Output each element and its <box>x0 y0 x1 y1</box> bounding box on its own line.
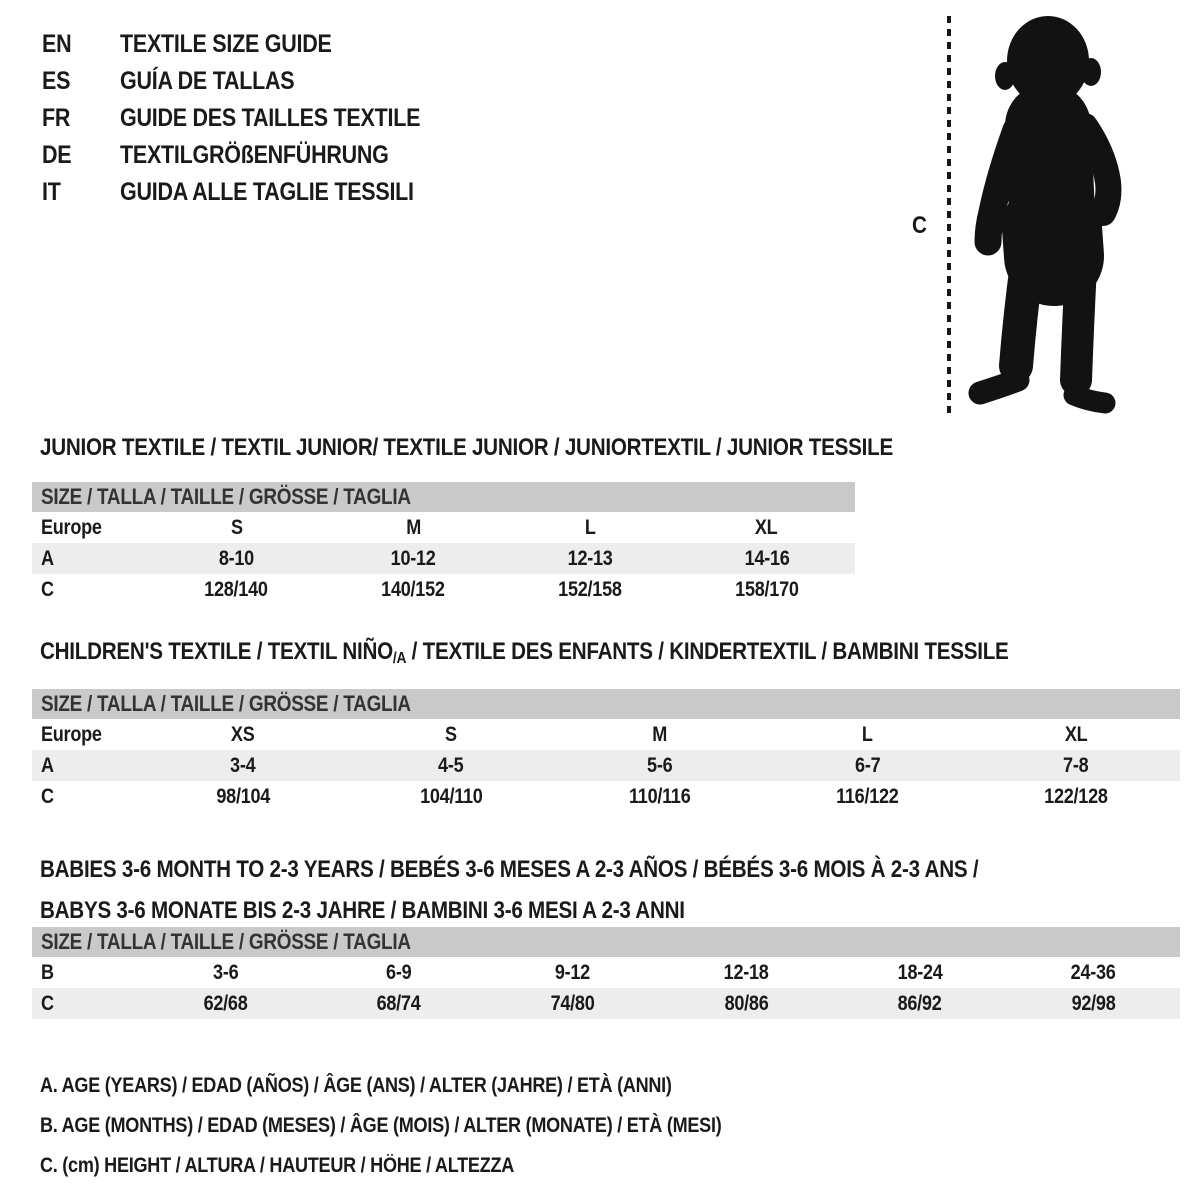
size-value-cell: XL <box>755 515 778 539</box>
row-label: B <box>41 960 54 984</box>
size-value-cell: 4-5 <box>438 753 464 777</box>
lang-code-fr: FR <box>42 104 71 132</box>
size-value-cell: 80/86 <box>724 991 769 1015</box>
babies-section-title-line2: BABYS 3-6 MONATE BIS 2-3 JAHRE / BAMBINI 3-6 MESI A 2-3 ANNI <box>40 897 685 924</box>
size-value-cell: 158/170 <box>734 577 799 601</box>
row-label: A <box>41 546 54 570</box>
table-row-a <box>32 750 1180 781</box>
row-label: A <box>41 753 54 777</box>
babies-section-title-line1: BABIES 3-6 MONTH TO 2-3 YEARS / BEBÉS 3-6 MESES A 2-3 AÑOS / BÉBÉS 3-6 MOIS À 2-3 ANS / <box>40 856 979 883</box>
size-table-header: SIZE / TALLA / TAILLE / GRÖSSE / TAGLIA <box>32 689 1180 719</box>
size-value-cell: M <box>651 722 667 746</box>
table-row-c <box>32 574 855 605</box>
lang-code-es: ES <box>42 67 71 95</box>
size-value-cell: 74/80 <box>550 991 595 1015</box>
size-value-cell: 116/122 <box>836 784 899 808</box>
size-value-cell: 8-10 <box>218 546 254 570</box>
size-value-cell: 68/74 <box>376 991 421 1015</box>
size-value-cell: M <box>405 515 421 539</box>
table-row-europe <box>32 719 1180 750</box>
size-value-cell: 10-12 <box>390 546 436 570</box>
size-value-cell: 12-18 <box>723 960 769 984</box>
size-table-header: SIZE / TALLA / TAILLE / GRÖSSE / TAGLIA <box>32 927 1180 957</box>
table-row-c <box>32 781 1180 812</box>
lang-row-en <box>42 26 469 63</box>
row-label: Europe <box>41 722 102 746</box>
size-value-cell: 128/140 <box>204 577 269 601</box>
children-section-title: CHILDREN'S TEXTILE / TEXTIL NIÑO/A / TEXTILE DES ENFANTS / KINDERTEXTIL / BAMBINI TESSILE <box>40 638 1009 667</box>
size-value-cell: S <box>445 722 457 746</box>
table-row-europe <box>32 512 855 543</box>
size-value-cell: 9-12 <box>554 960 591 984</box>
size-value-cell: 7-8 <box>1063 753 1089 777</box>
size-value-cell: 152/158 <box>558 577 622 601</box>
size-value-cell: 62/68 <box>203 991 248 1015</box>
legend-line-b: B. AGE (MONTHS) / EDAD (MESES) / ÂGE (MOIS) / ALTER (MONATE) / ETÀ (MESI) <box>40 1114 722 1137</box>
row-label: Europe <box>41 515 102 539</box>
size-value-cell: 12-13 <box>567 546 613 570</box>
size-value-cell: 6-7 <box>854 753 881 777</box>
legend-line-c: C. (cm) HEIGHT / ALTURA / HAUTEUR / HÖHE / ALTEZZA <box>40 1154 515 1177</box>
size-value-cell: 5-6 <box>646 753 672 777</box>
table-row-a <box>32 543 855 574</box>
legend <box>40 1066 832 1186</box>
lang-row-fr <box>42 100 469 137</box>
table-row-c <box>32 988 1180 1019</box>
babies-size-table <box>32 927 1180 1019</box>
size-value-cell: 122/128 <box>1044 784 1108 808</box>
lang-code-de: DE <box>42 141 72 169</box>
size-value-cell: 92/98 <box>1071 991 1116 1015</box>
page-title-de: TEXTILGRÖßENFÜHRUNG <box>120 141 389 169</box>
size-value-cell: 86/92 <box>897 991 942 1015</box>
toddler-silhouette-icon <box>964 14 1136 416</box>
size-value-cell: 98/104 <box>215 784 270 808</box>
height-label-c: C <box>912 212 927 239</box>
lang-row-es <box>42 63 469 100</box>
size-value-cell: 24-36 <box>1070 960 1116 984</box>
size-value-cell: 104/110 <box>419 784 483 808</box>
size-value-cell: 14-16 <box>744 546 790 570</box>
size-value-cell: 18-24 <box>897 960 943 984</box>
size-value-cell: 3-6 <box>212 960 239 984</box>
legend-line-a: A. AGE (YEARS) / EDAD (AÑOS) / ÂGE (ANS) / ALTER (JAHRE) / ETÀ (ANNI) <box>40 1074 672 1097</box>
size-value-cell: 110/116 <box>628 784 691 808</box>
size-value-cell: XL <box>1064 722 1088 746</box>
page-title-it: GUIDA ALLE TAGLIE TESSILI <box>120 178 414 206</box>
height-measure-dashed-line <box>947 16 951 416</box>
row-label: C <box>41 991 54 1015</box>
children-size-table <box>32 689 1180 812</box>
junior-size-table <box>32 482 855 605</box>
row-label: C <box>41 784 54 808</box>
page-title-es: GUÍA DE TALLAS <box>120 67 295 95</box>
lang-row-de <box>42 137 469 174</box>
size-table-header: SIZE / TALLA / TAILLE / GRÖSSE / TAGLIA <box>32 482 855 512</box>
size-value-cell: L <box>862 722 873 746</box>
table-row-b <box>32 957 1180 988</box>
size-value-cell: 140/152 <box>381 577 445 601</box>
size-value-cell: XS <box>230 722 255 746</box>
page-title-fr: GUIDE DES TAILLES TEXTILE <box>120 104 421 132</box>
language-title-block <box>42 26 469 211</box>
junior-section-title: JUNIOR TEXTILE / TEXTIL JUNIOR/ TEXTILE JUNIOR / JUNIORTEXTIL / JUNIOR TESSILE <box>40 434 893 461</box>
page-title-en: TEXTILE SIZE GUIDE <box>120 30 332 58</box>
lang-code-en: EN <box>42 30 72 58</box>
lang-code-it: IT <box>42 178 61 206</box>
size-value-cell: 6-9 <box>386 960 412 984</box>
row-label: C <box>41 577 54 601</box>
nino-a-subscript: /A <box>392 650 407 667</box>
lang-row-it <box>42 174 469 211</box>
size-value-cell: 3-4 <box>230 753 256 777</box>
size-value-cell: S <box>230 515 243 539</box>
size-value-cell: L <box>584 515 596 539</box>
